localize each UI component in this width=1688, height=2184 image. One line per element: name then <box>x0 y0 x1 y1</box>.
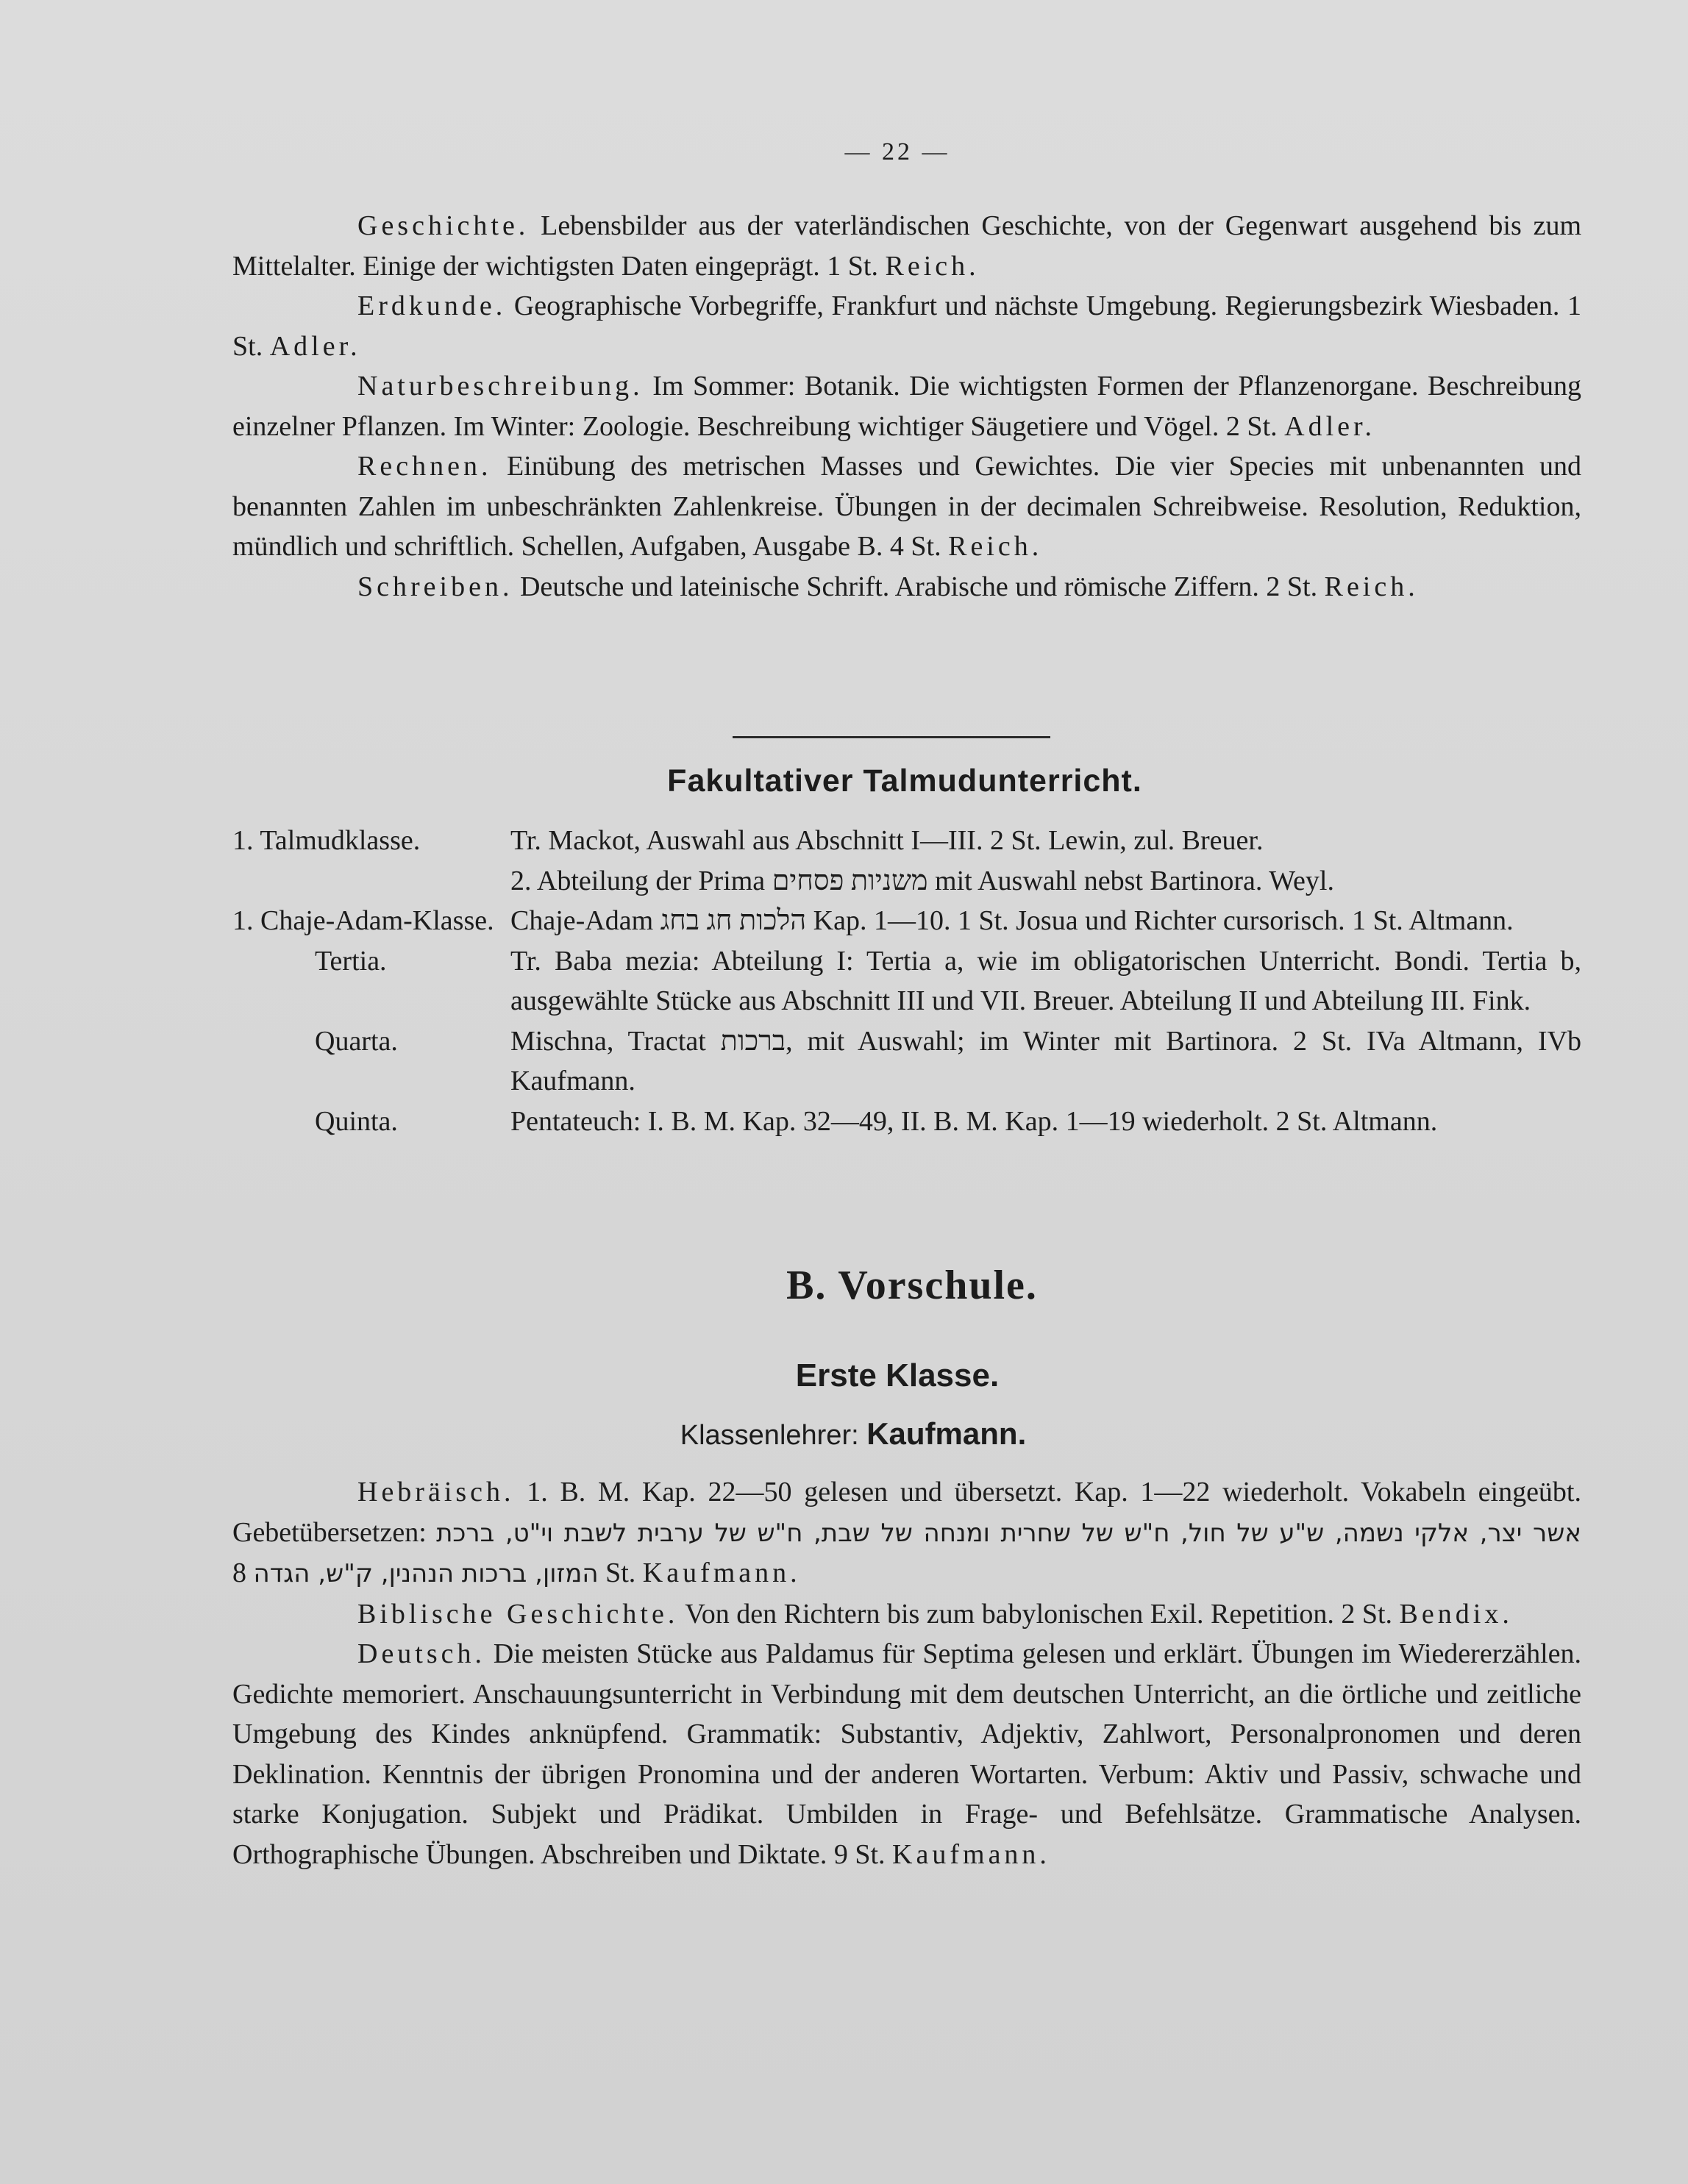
talmud-row <box>232 901 1581 941</box>
paragraph-naturbeschreibung <box>232 366 1581 446</box>
talmud-row <box>232 1102 1581 1142</box>
paragraph-text: Einübung des metrischen Masses und Gewichtes. Die vier Species mit unbenannten und benannten Zahlen im unbeschränkten Zahlenkreise. Übungen in der decimalen Schreibweise. Resolution, Reduktion, mündlich und schriftlich. Schellen, Aufgaben, Ausgabe B. 4 St. <box>232 451 1581 562</box>
class-content: Chaje-Adam הלכות חג בחג Kap. 1—10. 1 St. Josua und Richter cursorisch. 1 St. Altmann. <box>510 905 1514 936</box>
teacher-label: Klassenlehrer: <box>680 1420 859 1451</box>
class-content: Mischna, Tractat ברכות, mit Auswahl; im Winter mit Bartinora. 2 St. IVa Altmann, IVb Kaufmann. <box>510 1025 1581 1096</box>
subject-label: Geschichte. <box>357 210 530 241</box>
class-content <box>510 821 1581 901</box>
subject-label: Deutsch. <box>357 1638 486 1669</box>
talmud-row <box>232 941 1581 1021</box>
class-heading: Erste Klasse. <box>795 1357 1000 1393</box>
teacher-name: Adler. <box>269 330 361 362</box>
teacher-name: Reich. <box>885 250 980 282</box>
paragraph-text: Die meisten Stücke aus Paldamus für Septima gelesen und erklärt. Übungen im Wiedererzählen. Gedichte memoriert. Anschauungsunterricht in Verbindung mit dem deutschen Unterricht, an die örtliche und zeitliche Umgebung des Kindes anknüpfend. Grammatik: Substantiv, Adjektiv, Zahlwort, Personalpronomen und deren Deklination. Kenntnis der übrigen Pronomina und der anderen Wortarten. Verbum: Aktiv und Passiv, schwache und starke Konjugation. Subjekt und Prädikat. Umbilden in Frage- und Befehlsätze. Grammatische Analysen. Orthographische Übungen. Abschreiben und Diktate. 9 St. <box>232 1638 1582 1870</box>
paragraph-biblische <box>232 1594 1581 1635</box>
paragraph-text: Von den Richtern bis zum babylonischen Exil. Repetition. 2 St. <box>685 1598 1393 1630</box>
paragraph-text: Lebensbilder aus der vaterländischen Geschichte, von der Gegenwart ausgehend bis zum Mittelalter. Einige der wichtigsten Daten eingeprägt. 1 St. <box>232 210 1582 282</box>
paragraph-deutsch <box>232 1634 1581 1874</box>
hours: 8 St. <box>232 1557 636 1588</box>
content-line: Tr. Mackot, Auswahl aus Abschnitt I—III. 2 St. Lewin, zul. Breuer. <box>510 825 1264 856</box>
teacher-name: Kaufmann. <box>642 1557 801 1588</box>
paragraph-hebraeisch <box>232 1472 1581 1594</box>
paragraph-schreiben <box>232 567 1581 607</box>
teacher-name: Bendix. <box>1399 1598 1513 1630</box>
paragraph-text: Geographische Vorbegriffe, Frankfurt und nächste Umgebung. Regierungsbezirk Wiesbaden. 1 St. <box>232 290 1581 362</box>
teacher-name: Reich. <box>1324 571 1419 602</box>
upper-section <box>232 206 1581 607</box>
talmud-row <box>232 821 1581 901</box>
teacher-name: Reich. <box>948 531 1043 562</box>
class-label: 1. Chaje-Adam-Klasse. <box>232 905 494 936</box>
paragraph-geschichte <box>232 206 1581 286</box>
class-teacher-line <box>485 1416 1221 1452</box>
paragraph-text: 1. B. M. Kap. 22—50 gelesen und übersetzt. Kap. 1—22 wiederholt. Vokabeln eingeübt. Gebetübersetzen: <box>232 1477 1581 1548</box>
class-content: Pentateuch: I. B. M. Kap. 32—49, II. B. M. Kap. 1—19 wiederholt. 2 St. Altmann. <box>510 1105 1438 1137</box>
talmud-row <box>232 1021 1581 1102</box>
paragraph-text: Deutsche und lateinische Schrift. Arabische und römische Ziffern. 2 St. <box>519 571 1318 602</box>
paragraph-erdkunde <box>232 286 1581 366</box>
teacher-name: Kaufmann. <box>892 1838 1050 1870</box>
subject-label: Erdkunde. <box>357 290 507 321</box>
class-label: Tertia. <box>315 945 387 977</box>
subject-label: Hebräisch. <box>357 1477 515 1507</box>
subject-label: Schreiben. <box>357 571 513 602</box>
class-label: 1. Talmudklasse. <box>232 825 421 856</box>
section-divider <box>733 736 1050 738</box>
talmud-schedule <box>232 821 1581 1141</box>
erste-klasse-section <box>232 1472 1581 1874</box>
fakultativ-heading: Fakultativer Talmudunterricht. <box>667 763 1142 799</box>
class-label: Quinta. <box>315 1105 398 1137</box>
content-line: 2. Abteilung der Prima משניות פסחים mit Auswahl nebst Bartinora. Weyl. <box>510 865 1334 896</box>
paragraph-rechnen <box>232 446 1581 567</box>
teacher-name: Adler. <box>1284 410 1376 442</box>
hebrew-prayer-list: אשר יצר, אלקי נשמה, ש"ע של חול, ח"ש של שחרית ומנחה של שבת, ח"ש של ערבית לשבת וי"ט, ברכת המזון, ברכות הנהנין, ק"ש, הגדה <box>253 1518 1582 1588</box>
page-number: — 22 — <box>844 138 950 165</box>
paragraph-text: Im Sommer: Botanik. Die wichtigsten Formen der Pflanzenorgane. Beschreibung einzelner Pflanzen. Im Winter: Zoologie. Beschreibung wichtiger Säugetiere und Vögel. 2 St. <box>232 371 1582 442</box>
class-content: Tr. Baba mezia: Abteilung I: Tertia a, wie im obligatorischen Unterricht. Bondi. Tertia b, ausgewählte Stücke aus Abschnitt III und VII. Breuer. Abteilung II und Abteilung III. Fink. <box>510 945 1581 1016</box>
teacher-name: Kaufmann. <box>866 1416 1027 1451</box>
subject-label: Rechnen. <box>357 451 492 482</box>
subject-label: Naturbeschreibung. <box>357 371 644 402</box>
vorschule-heading: B. Vorschule. <box>786 1263 1038 1308</box>
subject-label: Biblische Geschichte. <box>357 1598 679 1630</box>
class-label: Quarta. <box>315 1025 398 1057</box>
